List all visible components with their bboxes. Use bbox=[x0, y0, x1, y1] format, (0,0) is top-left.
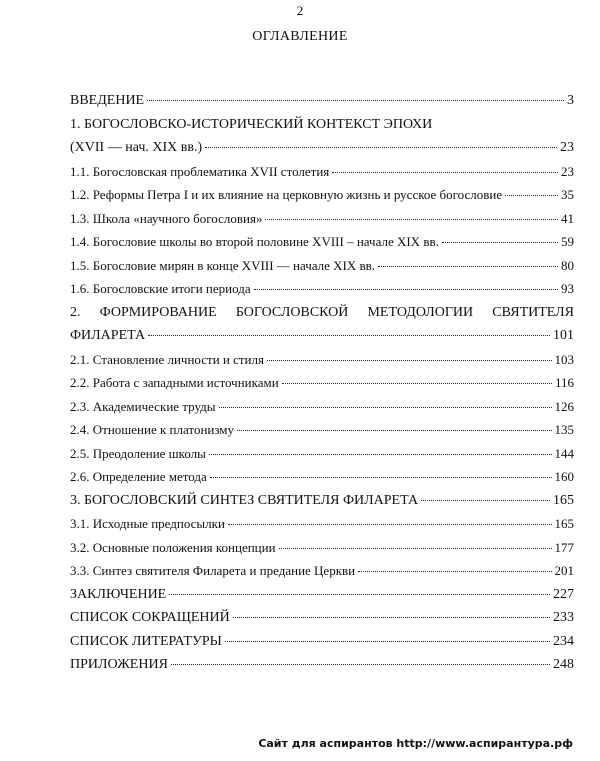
toc-entry-page: 41 bbox=[561, 210, 574, 226]
toc-entry-title: 3.1. Исходные предпосылки bbox=[70, 516, 225, 531]
toc-chapter-3 bbox=[70, 493, 574, 517]
toc-entry-page: 165 bbox=[554, 516, 574, 531]
toc-chapter-2-line1 bbox=[70, 305, 574, 329]
dot-leader bbox=[358, 571, 551, 572]
dot-leader bbox=[209, 454, 552, 455]
dot-leader bbox=[265, 219, 558, 220]
dot-leader bbox=[505, 195, 558, 196]
toc-entry-page: 233 bbox=[553, 610, 574, 625]
toc-entry-title: 3. БОГОСЛОВСКИЙ СИНТЕЗ СВЯТИТЕЛЯ ФИЛАРЕТА bbox=[70, 492, 419, 508]
toc-entry-title: ПРИЛОЖЕНИЯ bbox=[70, 657, 168, 672]
toc-section-2-4 bbox=[70, 422, 574, 446]
toc-section-3-1 bbox=[70, 516, 574, 540]
toc-entry-title: 1.1. Богословская проблематика XVII столетия bbox=[70, 163, 330, 179]
toc-section-1-5 bbox=[70, 258, 574, 282]
toc-entry-page: 177 bbox=[554, 539, 574, 555]
toc-entry-title: 2.1. Становление личности и стиля bbox=[70, 351, 264, 367]
dot-leader bbox=[205, 147, 557, 148]
dot-leader bbox=[171, 664, 550, 665]
toc-entry-title: 2.4. Отношение к платонизму bbox=[70, 422, 235, 437]
toc-entry-title: 2.3. Академические труды bbox=[70, 398, 216, 414]
toc-section-1-6 bbox=[70, 281, 574, 305]
toc-section-1-2 bbox=[70, 187, 574, 211]
toc-section-3-2 bbox=[70, 540, 574, 564]
toc-section-2-6 bbox=[70, 469, 574, 493]
toc-entry-appendices bbox=[70, 657, 574, 681]
toc-entry-page: 80 bbox=[561, 257, 574, 273]
toc-entry-page: 135 bbox=[554, 422, 574, 437]
toc-entry-page: 93 bbox=[561, 281, 574, 296]
dot-leader bbox=[282, 383, 552, 384]
toc-entry-page: 201 bbox=[554, 563, 574, 578]
toc-entry-title: ЗАКЛЮЧЕНИЕ bbox=[70, 586, 167, 602]
toc-title-word: МЕТОДОЛОГИИ bbox=[367, 304, 474, 320]
dot-leader bbox=[237, 430, 551, 431]
toc-entry-page: 103 bbox=[554, 351, 574, 367]
toc-entry-page: 165 bbox=[553, 492, 574, 508]
toc-title-word: 2. bbox=[70, 304, 81, 320]
toc-entry-title: 1.6. Богословские итоги периода bbox=[70, 281, 251, 296]
dot-leader bbox=[254, 289, 558, 290]
toc-entry-title: 1.2. Реформы Петра I и их влияние на церковную жизнь и русское богословие bbox=[70, 187, 503, 202]
toc-entry-title: (XVII — нач. XIX вв.) bbox=[70, 140, 203, 155]
dot-leader bbox=[219, 407, 552, 408]
toc-entry-title: 2.2. Работа с западными источниками bbox=[70, 375, 279, 390]
toc-entry-title: ФИЛАРЕТА bbox=[70, 328, 146, 343]
toc-entry-page: 116 bbox=[554, 375, 574, 390]
toc-entry-page: 35 bbox=[561, 187, 574, 202]
toc-entry-page: 126 bbox=[554, 398, 574, 414]
toc-chapter-2-line2 bbox=[70, 328, 574, 352]
toc-title-word: БОГОСЛОВСКОЙ bbox=[235, 304, 349, 320]
toc-entry-title: 2.6. Определение метода bbox=[70, 469, 207, 484]
toc-entry-page: 3 bbox=[567, 93, 574, 108]
toc-entry-title: 1.4. Богословие школы во второй половине XVIII – начале XIX вв. bbox=[70, 234, 439, 249]
dot-leader bbox=[169, 594, 550, 595]
toc-entry-title: 3.2. Основные положения концепции bbox=[70, 539, 276, 555]
toc-entry-title: ВВЕДЕНИЕ bbox=[70, 93, 145, 108]
toc-entry-title: 2.5. Преодоление школы bbox=[70, 445, 206, 461]
toc-chapter-1-line1 bbox=[70, 117, 574, 141]
dot-leader bbox=[233, 617, 550, 618]
toc-entry-page: 101 bbox=[553, 328, 574, 343]
toc-section-1-1 bbox=[70, 164, 574, 188]
toc-entry-page: 248 bbox=[553, 657, 574, 672]
toc-section-2-2 bbox=[70, 375, 574, 399]
toc-section-2-1 bbox=[70, 352, 574, 376]
toc-section-3-3 bbox=[70, 563, 574, 587]
toc-entry-title: 1.5. Богословие мирян в конце XVIII — начале XIX вв. bbox=[70, 257, 376, 273]
dot-leader bbox=[421, 500, 550, 501]
toc-chapter-1-line2 bbox=[70, 140, 574, 164]
toc-entry-page: 23 bbox=[560, 140, 574, 155]
toc-entry-page: 59 bbox=[561, 234, 574, 249]
toc-entry-title: 1. БОГОСЛОВСКО-ИСТОРИЧЕСКИЙ КОНТЕКСТ ЭПОХИ bbox=[70, 116, 433, 132]
page-number: 2 bbox=[296, 3, 304, 18]
toc-entry-page: 234 bbox=[553, 633, 574, 649]
toc-section-2-3 bbox=[70, 399, 574, 423]
toc-title-word: СВЯТИТЕЛЯ bbox=[492, 304, 574, 320]
toc-title-word: ФОРМИРОВАНИЕ bbox=[99, 304, 217, 320]
toc-entry-abbreviations bbox=[70, 610, 574, 634]
dot-leader bbox=[378, 266, 558, 267]
toc-entry-title: СПИСОК СОКРАЩЕНИЙ bbox=[70, 610, 230, 625]
toc-heading: ОГЛАВЛЕНИЕ bbox=[252, 29, 348, 44]
table-of-contents bbox=[70, 93, 574, 681]
toc-section-1-4 bbox=[70, 234, 574, 258]
dot-leader bbox=[332, 172, 558, 173]
site-watermark-footer: Сайт для аспирантов http://www.аспирантура.рф bbox=[258, 737, 573, 750]
toc-entry-page: 227 bbox=[553, 586, 574, 602]
toc-entry-page: 144 bbox=[554, 445, 574, 461]
toc-section-1-3 bbox=[70, 211, 574, 235]
dot-leader bbox=[279, 548, 552, 549]
dot-leader bbox=[210, 477, 552, 478]
toc-entry-title: 1.3. Школа «научного богословия» bbox=[70, 210, 263, 226]
dot-leader bbox=[442, 242, 558, 243]
toc-entry-bibliography bbox=[70, 634, 574, 658]
toc-entry-title: СПИСОК ЛИТЕРАТУРЫ bbox=[70, 633, 222, 649]
toc-entry-page: 160 bbox=[554, 469, 574, 484]
dot-leader bbox=[228, 524, 552, 525]
toc-entry-introduction bbox=[70, 93, 574, 117]
dot-leader bbox=[267, 360, 552, 361]
toc-entry-title: 3.3. Синтез святителя Филарета и предание Церкви bbox=[70, 563, 356, 578]
toc-entry-conclusion bbox=[70, 587, 574, 611]
dot-leader bbox=[148, 335, 550, 336]
dot-leader bbox=[147, 100, 564, 101]
toc-entry-page: 23 bbox=[561, 163, 574, 179]
toc-section-2-5 bbox=[70, 446, 574, 470]
dot-leader bbox=[225, 641, 550, 642]
